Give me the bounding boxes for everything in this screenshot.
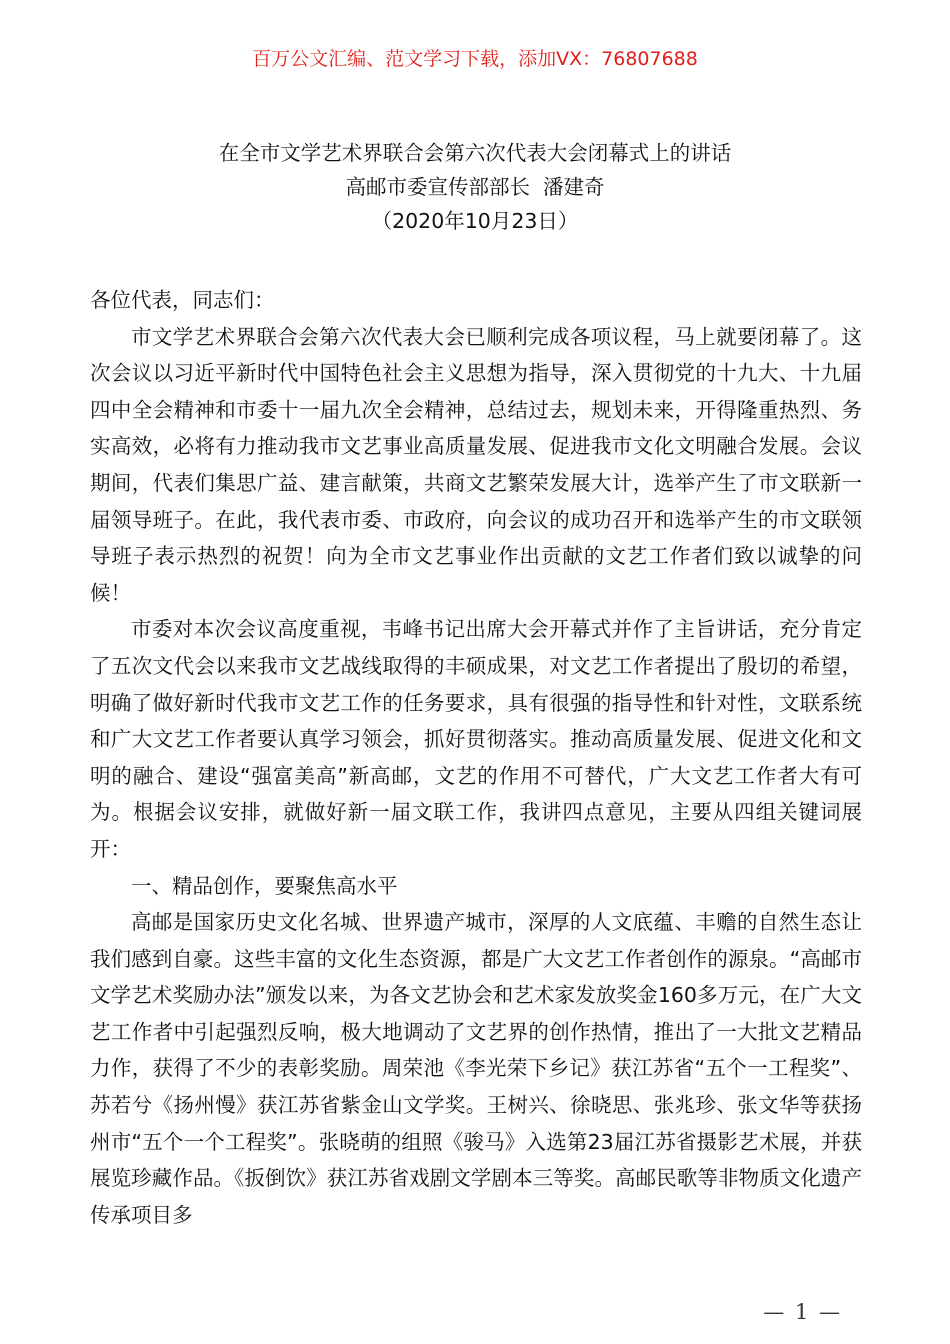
watermark-banner: 百万公文汇编、范文学习下载，添加VX：76807688 xyxy=(252,48,698,70)
document-title: 在全市文学艺术界联合会第六次代表大会闭幕式上的讲话 xyxy=(218,141,732,165)
section-heading: 一、精品创作，要聚焦高水平 xyxy=(131,873,398,898)
paragraph: 市委对本次会议高度重视，韦峰书记出席大会开幕式并作了主旨讲话，充分肯定了五次文代会以来我市文艺战线取得的丰硕成果，对文艺工作者提出了殷切的希望，明确了做好新时代我市文艺工作的任务要求，具有很强的指导性和针对性，文联系统和广大文艺工作者要认真学习领会，抓好贯彻落实。推动高质量发展、促进文化和文明的融合、建设“强富美高”新高邮，文艺的作用不可替代，广大文艺工作者大有可为。根据会议安排，就做好新一届文联工作，我讲四点意见，主要从四组关键词展开： xyxy=(90,617,862,861)
document-header xyxy=(0,136,950,238)
salutation: 各位代表，同志们： xyxy=(90,288,275,312)
paragraph: 高邮是国家历史文化名城、世界遗产城市，深厚的人文底蕴、丰赡的自然生态让我们感到自豪。这些丰富的文化生态资源，都是广大文艺工作者创作的源泉。“高邮市文学艺术奖励办法”颁发以来，为各文艺协会和艺术家发放奖金160多万元，在广大文艺工作者中引起强烈反响，极大地调动了文艺界的创作热情，推出了一大批文艺精品力作，获得了不少的表彰奖励。周荣池《李光荣下乡记》获江苏省“五个一工程奖”、苏若兮《扬州慢》获江苏省紫金山文学奖。王树兴、徐晓思、张兆珍、张文华等获扬州市“五个一个工程奖”。张晓萌的组照《骏马》入选第23届江苏省摄影艺术展，并获展览珍藏作品。《扳倒饮》获江苏省戏剧文学剧本三等奖。高邮民歌等非物质文化遗产传承项目多 xyxy=(90,910,862,1227)
speaker-line: 高邮市委宣传部部长 潘建奇 xyxy=(345,175,605,199)
paragraph: 市文学艺术界联合会第六次代表大会已顺利完成各项议程，马上就要闭幕了。这次会议以习近平新时代中国特色社会主义思想为指导，深入贯彻党的十九大、十九届四中全会精神和市委十一届九次全会精神，总结过去，规划未来，开得隆重热烈、务实高效，必将有力推动我市文艺事业高质量发展、促进我市文化文明融合发展。会议期间，代表们集思广益、建言献策，共商文艺繁荣发展大计，选举产生了市文联新一届领导班子。在此，我代表市委、市政府，向会议的成功召开和选举产生的市文联领导班子表示热烈的祝贺！向为全市文艺事业作出贡献的文艺工作者们致以诚挚的问候！ xyxy=(90,324,862,605)
page-number: — 1 — xyxy=(763,1300,842,1324)
document-body xyxy=(90,282,862,1233)
speech-date: （2020年10月23日） xyxy=(371,209,579,233)
